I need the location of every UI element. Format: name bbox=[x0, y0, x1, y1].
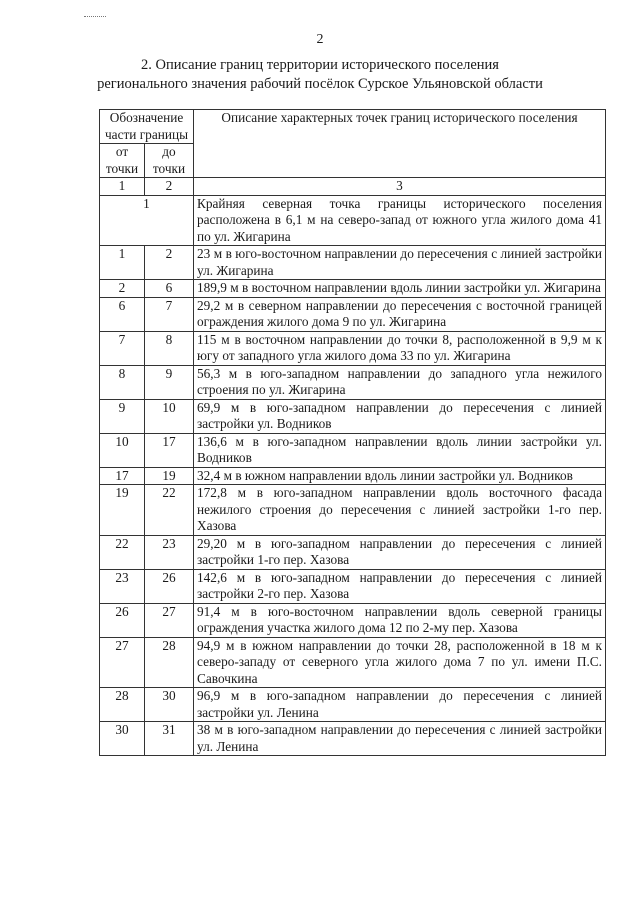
segment-to: 19 bbox=[145, 467, 194, 485]
segment-description: 23 м в юго-восточном направлении до пересечения с линией застройки ул. Жигарина bbox=[194, 246, 606, 280]
first-point-row bbox=[100, 195, 606, 246]
segment-description: 32,4 м в южном направлении вдоль линии застройки ул. Водников bbox=[194, 467, 606, 485]
column-number: 3 bbox=[194, 178, 606, 196]
first-point-description: Крайняя северная точка границы исторического поселения расположена в 6,1 м на северо-запад от южного угла жилого дома 41 по ул. Жигарина bbox=[194, 195, 606, 246]
header-designation: Обозначение части границы bbox=[100, 110, 194, 144]
table-row bbox=[100, 722, 606, 756]
segment-description: 115 м в восточном направлении до точки 8, расположенной в 9,9 м к югу от западного угла жилого дома 33 по ул. Жигарина bbox=[194, 331, 606, 365]
segment-to: 28 bbox=[145, 637, 194, 688]
segment-description: 91,4 м в юго-восточном направлении вдоль северной границы ограждения участка жилого дома 12 по 2-му пер. Хазова bbox=[194, 603, 606, 637]
segment-description: 142,6 м в юго-западном направлении до пересечения с линией застройки 2-го пер. Хазова bbox=[194, 569, 606, 603]
segment-from: 22 bbox=[100, 535, 145, 569]
segment-to: 23 bbox=[145, 535, 194, 569]
column-number: 2 bbox=[145, 178, 194, 196]
segment-from: 6 bbox=[100, 297, 145, 331]
segment-from: 10 bbox=[100, 433, 145, 467]
table-row bbox=[100, 399, 606, 433]
segment-description: 94,9 м в южном направлении до точки 28, расположенной в 18 м к северо-западу от северного угла жилого дома 7 по ул. имени П.С. Савочкина bbox=[194, 637, 606, 688]
table-row bbox=[100, 485, 606, 536]
segment-to: 26 bbox=[145, 569, 194, 603]
segment-to: 17 bbox=[145, 433, 194, 467]
section-title: 2. Описание границ территории исторического поселения регионального значения рабочий посёлок Сурское Ульяновской области bbox=[97, 57, 543, 92]
header-row bbox=[100, 110, 606, 144]
first-point-number: 1 bbox=[100, 195, 194, 246]
boundary-table bbox=[99, 109, 606, 756]
table-row bbox=[100, 297, 606, 331]
scan-artifact bbox=[84, 16, 106, 18]
segment-description: 29,20 м в юго-западном направлении до пересечения с линией застройки 1-го пер. Хазова bbox=[194, 535, 606, 569]
segment-from: 27 bbox=[100, 637, 145, 688]
table-row bbox=[100, 535, 606, 569]
segment-to: 10 bbox=[145, 399, 194, 433]
segment-from: 23 bbox=[100, 569, 145, 603]
table-row bbox=[100, 467, 606, 485]
segment-description: 69,9 м в юго-западном направлении до пересечения с линией застройки ул. Водников bbox=[194, 399, 606, 433]
segment-to: 22 bbox=[145, 485, 194, 536]
segment-description: 29,2 м в северном направлении до пересечения с восточной границей ограждения жилого дома 9 по ул. Жигарина bbox=[194, 297, 606, 331]
column-number: 1 bbox=[100, 178, 145, 196]
segment-from: 1 bbox=[100, 246, 145, 280]
segment-description: 56,3 м в юго-западном направлении до западного угла нежилого строения по ул. Жигарина bbox=[194, 365, 606, 399]
segment-to: 27 bbox=[145, 603, 194, 637]
segment-from: 8 bbox=[100, 365, 145, 399]
segment-description: 189,9 м в восточном направлении вдоль линии застройки ул. Жигарина bbox=[194, 280, 606, 298]
segment-description: 96,9 м в юго-западном направлении до пересечения с линией застройки ул. Ленина bbox=[194, 688, 606, 722]
segment-from: 7 bbox=[100, 331, 145, 365]
table-row bbox=[100, 331, 606, 365]
segment-from: 30 bbox=[100, 722, 145, 756]
header-description: Описание характерных точек границ исторического поселения bbox=[194, 110, 606, 178]
table-row bbox=[100, 365, 606, 399]
header-from: от точки bbox=[100, 144, 145, 178]
segment-to: 6 bbox=[145, 280, 194, 298]
segment-from: 9 bbox=[100, 399, 145, 433]
table-row bbox=[100, 637, 606, 688]
segment-to: 9 bbox=[145, 365, 194, 399]
segment-description: 38 м в юго-западном направлении до пересечения с линией застройки ул. Ленина bbox=[194, 722, 606, 756]
table-row bbox=[100, 603, 606, 637]
segment-from: 2 bbox=[100, 280, 145, 298]
segment-description: 172,8 м в юго-западном направлении вдоль восточного фасада нежилого строения до пересечения с линией застройки 1-го пер. Хазова bbox=[194, 485, 606, 536]
segment-from: 19 bbox=[100, 485, 145, 536]
segment-to: 30 bbox=[145, 688, 194, 722]
header-to: до точки bbox=[145, 144, 194, 178]
table-row bbox=[100, 688, 606, 722]
segment-from: 17 bbox=[100, 467, 145, 485]
table-row bbox=[100, 569, 606, 603]
segment-to: 31 bbox=[145, 722, 194, 756]
column-number-row bbox=[100, 178, 606, 196]
segment-from: 28 bbox=[100, 688, 145, 722]
segment-to: 8 bbox=[145, 331, 194, 365]
segment-description: 136,6 м в юго-западном направлении вдоль линии застройки ул. Водников bbox=[194, 433, 606, 467]
segment-to: 7 bbox=[145, 297, 194, 331]
page-number: 2 bbox=[316, 32, 324, 47]
table-row bbox=[100, 246, 606, 280]
table-row bbox=[100, 433, 606, 467]
segment-to: 2 bbox=[145, 246, 194, 280]
table-row bbox=[100, 280, 606, 298]
segment-from: 26 bbox=[100, 603, 145, 637]
